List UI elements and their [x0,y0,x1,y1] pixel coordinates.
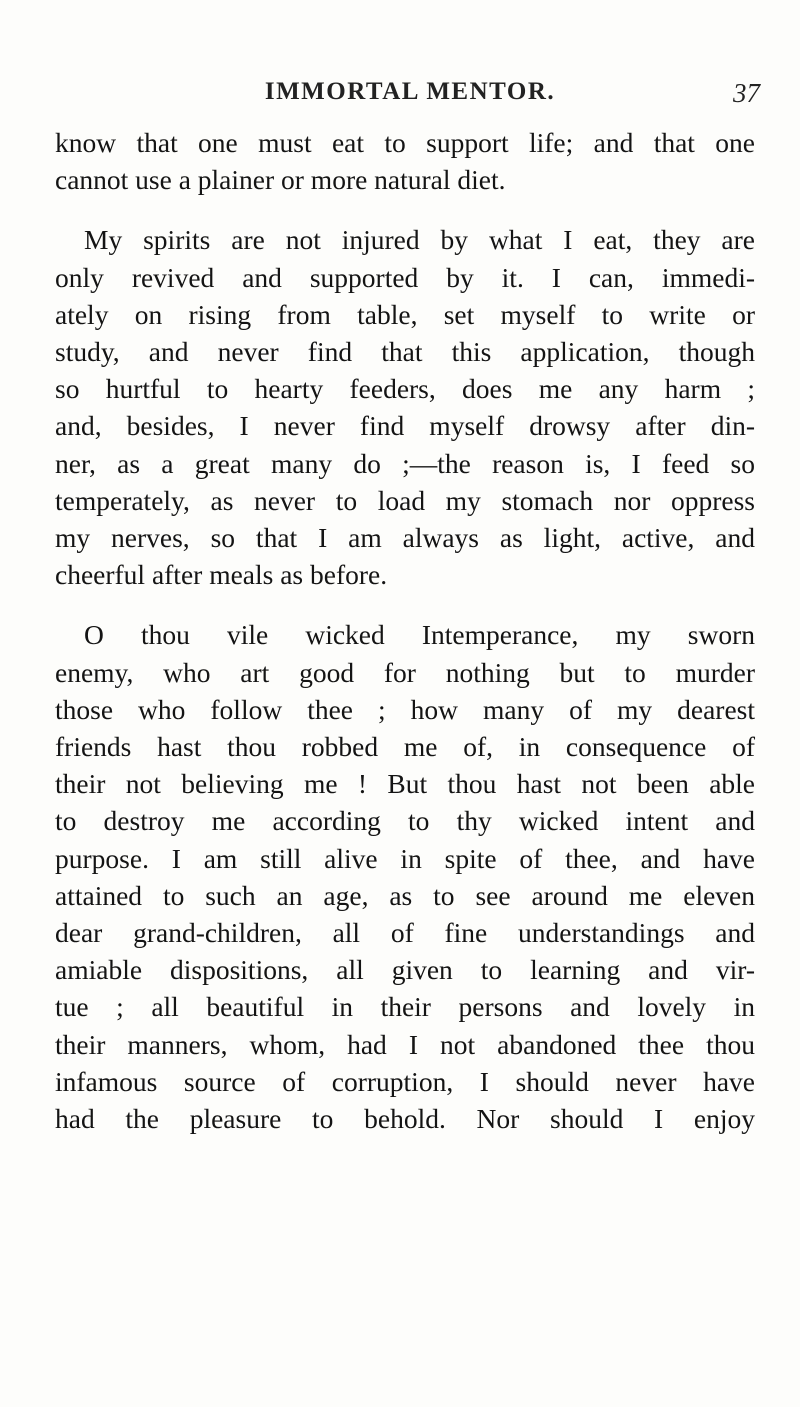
text-line: my nerves, so that I am always as light, active, and [55,522,755,554]
paragraph-1 [55,124,755,198]
text-line: so hurtful to hearty feeders, does me any harm ; [55,373,755,405]
page-number: 37 [733,78,760,108]
text-line: study, and never find that this application, though [55,336,755,368]
text-line: amiable dispositions, all given to learning and vir- [55,954,755,986]
text-line: and, besides, I never find myself drowsy after din- [55,410,755,442]
text-line: enemy, who art good for nothing but to murder [55,656,755,688]
text-line: friends hast thou robbed me of, in consequence of [55,731,755,763]
text-line: ately on rising from table, set myself to write or [55,298,755,330]
text-line: temperately, as never to load my stomach nor oppress [55,484,755,516]
text-line: only revived and supported by it. I can, immedi- [55,261,755,293]
text-line: My spirits are not injured by what I eat, they are [84,224,755,256]
text-line: their manners, whom, had I not abandoned thee thou [55,1028,755,1060]
running-head [60,78,760,114]
text-line: attained to such an age, as to see around me eleven [55,879,755,911]
paragraph-3 [55,616,755,1137]
text-line: infamous source of corruption, I should never have [55,1065,755,1097]
text-line: cheerful after meals as before. [55,559,388,591]
text-line: dear grand-children, all of fine understandings and [55,917,755,949]
running-title: IMMORTAL MENTOR. [264,78,556,105]
text-line: cannot use a plainer or more natural diet. [55,164,506,196]
body-text [55,124,755,1137]
text-line: their not believing me ! But thou hast not been able [55,768,755,800]
text-line: ner, as a great many do ;—the reason is, I feed so [55,447,755,479]
text-line: those who follow thee ; how many of my dearest [55,693,755,725]
text-line: had the pleasure to behold. Nor should I enjoy [55,1103,755,1135]
paragraph-2 [55,221,755,593]
text-line: O thou vile wicked Intemperance, my sworn [84,619,755,651]
text-line: know that one must eat to support life; and that one [55,127,755,158]
text-line: purpose. I am still alive in spite of thee, and have [55,842,755,874]
text-line: to destroy me according to thy wicked intent and [55,805,755,837]
text-line: tue ; all beautiful in their persons and lovely in [55,991,755,1023]
